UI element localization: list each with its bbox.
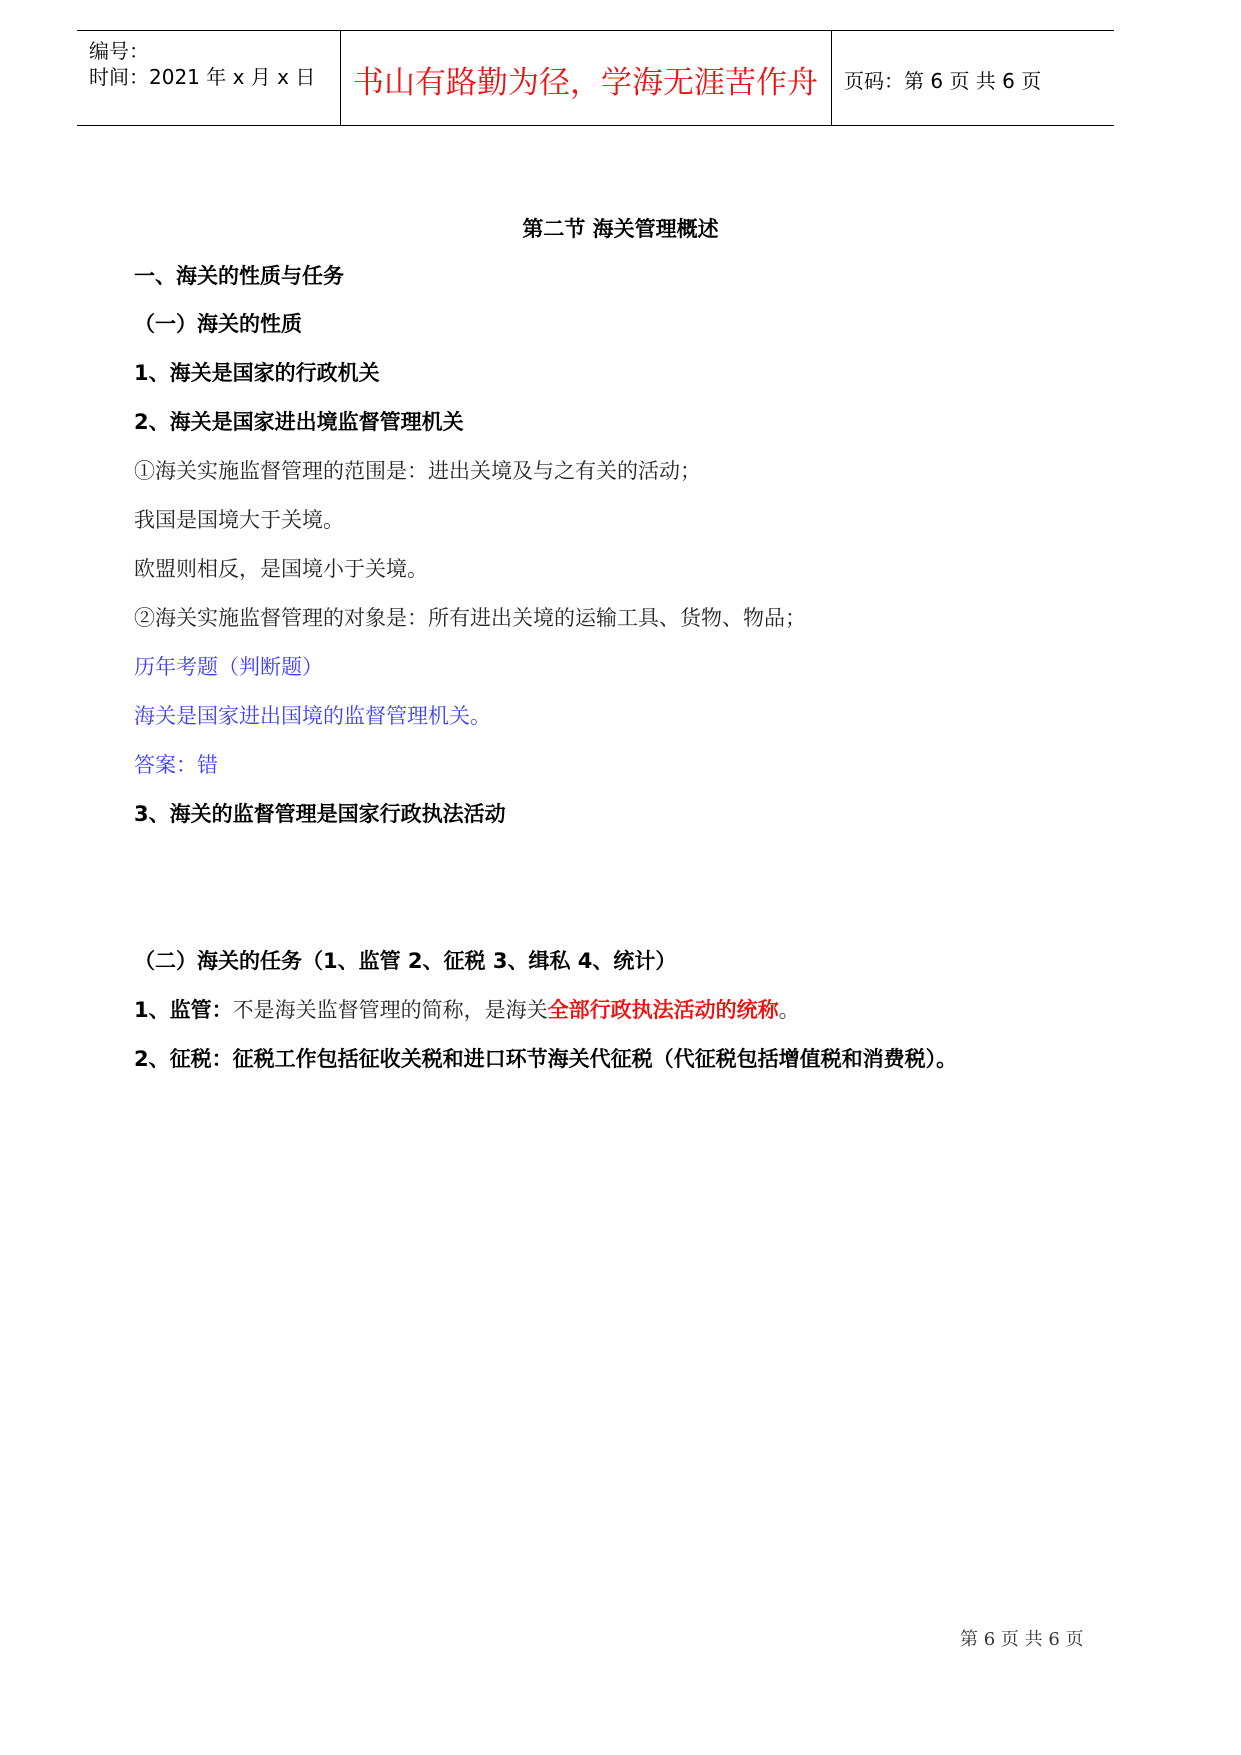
header-page-label: 页码：第 6 页 共 6 页 [844, 69, 1042, 93]
task-supervision-text: 不是海关监督管理的简称，是海关 [232, 998, 548, 1022]
task-supervision-line [134, 994, 800, 1024]
task-supervision-period: 。 [778, 998, 800, 1022]
point-3-law-enforcement: 3、海关的监督管理是国家行政执法活动 [134, 802, 506, 826]
task-supervision-label: 1、监管： [134, 998, 233, 1022]
exam-question: 海关是国家进出国境的监督管理机关。 [134, 704, 491, 728]
scope-text: ①海关实施监督管理的范围是：进出关境及与之有关的活动； [134, 459, 701, 483]
china-territory-text: 我国是国境大于关境。 [134, 508, 344, 532]
point-2-supervisory-organ: 2、海关是国家进出境监督管理机关 [134, 410, 464, 434]
task-taxation-line: 2、征税：征税工作包括征收关税和进口环节海关代征税（代征税包括增值税和消费税）。 [134, 1047, 958, 1071]
subheading-nature: （一）海关的性质 [134, 312, 302, 336]
section-title: 第二节 海关管理概述 [522, 217, 719, 241]
document-date-label: 时间：2021 年 x 月 x 日 [89, 65, 316, 89]
objects-text: ②海关实施监督管理的对象是：所有进出关境的运输工具、货物、物品； [134, 606, 806, 630]
exam-answer: 答案：错 [134, 753, 218, 777]
task-supervision-highlight: 全部行政执法活动的统称 [547, 998, 779, 1022]
page-header [77, 30, 1114, 126]
point-1-administrative-organ: 1、海关是国家的行政机关 [134, 361, 380, 385]
eu-territory-text: 欧盟则相反，是国境小于关境。 [134, 557, 428, 581]
header-right-cell [832, 31, 1114, 125]
past-exam-label: 历年考题（判断题） [134, 655, 323, 679]
header-left-cell [77, 31, 341, 125]
subheading-tasks: （二）海关的任务（1、监管 2、征税 3、缉私 4、统计） [134, 949, 677, 973]
page-footer: 第 6 页 共 6 页 [960, 1629, 1084, 1650]
header-motto: 书山有路勤为径，学海无涯苦作舟 [353, 65, 818, 101]
document-number-label: 编号： [89, 39, 149, 63]
header-middle-cell [340, 31, 832, 125]
heading-nature-and-tasks: 一、海关的性质与任务 [134, 264, 344, 288]
